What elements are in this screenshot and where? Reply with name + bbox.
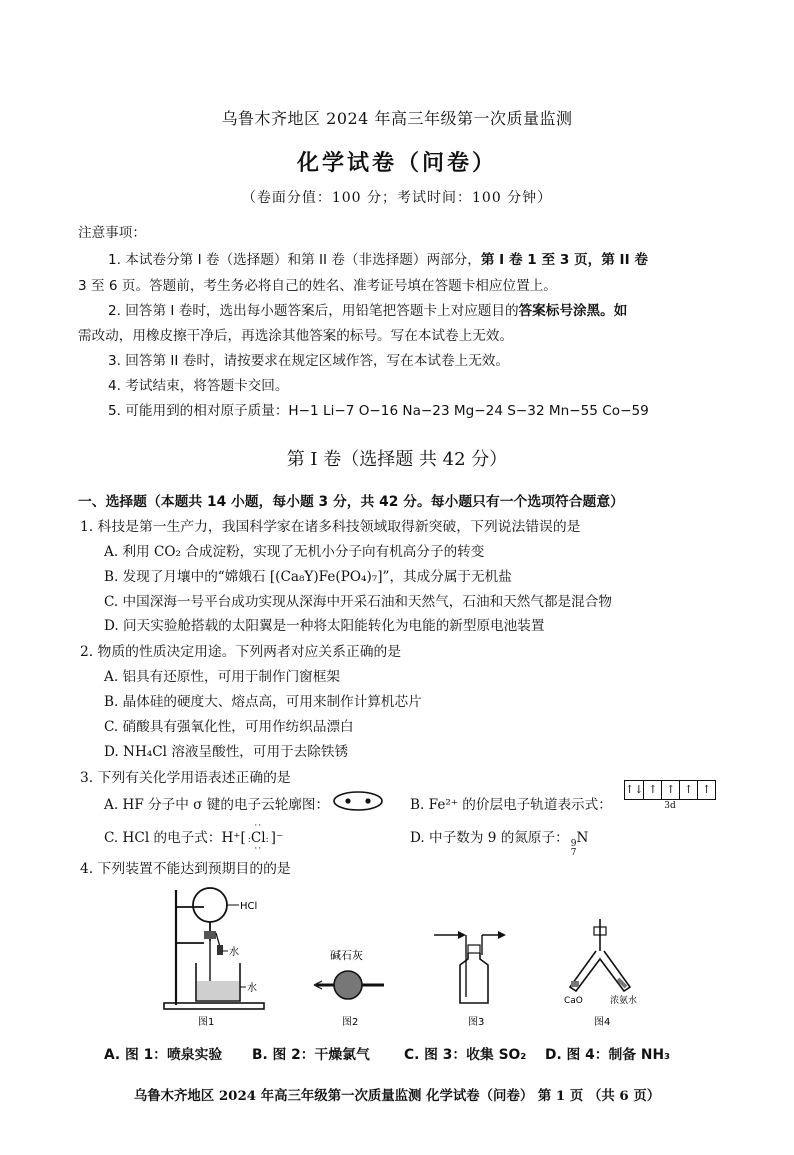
fig4-ammonia-label: 浓氨水 bbox=[610, 996, 638, 1006]
fig1-dropper-water-label: 水 bbox=[229, 947, 239, 958]
note-item-1-line-2: 3 至 6 页。答题前，考生务必将自己的姓名、准考证号填在答题卡相应位置上。 bbox=[78, 278, 557, 294]
exam-score-time: （卷面分值：100 分；考试时间：100 分钟） bbox=[241, 190, 553, 206]
notes-heading: 注意事项： bbox=[78, 225, 146, 241]
orbital-box: ↑↓ bbox=[625, 781, 644, 799]
note-item-2-line-1 bbox=[108, 299, 627, 319]
note-item-1-part-b: 第 I 卷 1 至 3 页，第 II 卷 bbox=[480, 252, 648, 268]
mass-number: 9 bbox=[570, 839, 577, 849]
nitrogen-symbol: N bbox=[576, 830, 589, 846]
note-item-2-part-a: 2. 回答第 I 卷时，选出每小题答案后，用铅笔把答题卡上对应题目的 bbox=[108, 303, 519, 319]
q2-stem: 2. 物质的性质决定用途。下列两者对应关系正确的是 bbox=[80, 644, 402, 660]
orbital-box: ↑ bbox=[680, 781, 698, 799]
chlorine-electron-dots bbox=[246, 821, 271, 854]
note-item-1-part-a: 1. 本试卷分第 I 卷（选择题）和第 II 卷（非选择题）两部分， bbox=[108, 252, 481, 268]
fig1-beaker-water-label: 水 bbox=[247, 983, 257, 994]
figure-4-y-tube bbox=[560, 915, 650, 1030]
q3-option-c-text: C. HCl 的电子式： bbox=[104, 830, 222, 846]
q1-stem: 1. 科技是第一生产力，我国科学家在诸多科技领域取得新突破，下列说法错误的是 bbox=[80, 519, 581, 535]
q4-option-a: A. 图 1：喷泉实验 bbox=[104, 1047, 223, 1063]
exam-paper-title: 化学试卷（问卷） bbox=[296, 150, 497, 176]
left-electron-pair: : bbox=[247, 835, 251, 845]
bottom-electron-pair: ·· bbox=[254, 844, 263, 854]
fig4-cao-label: CaO bbox=[564, 996, 583, 1006]
orbital-label-3d: 3d bbox=[664, 801, 676, 811]
q3-option-d bbox=[410, 826, 588, 858]
q3-option-c bbox=[104, 821, 284, 854]
q3-option-b: B. Fe²⁺ 的价层电子轨道表示式： bbox=[410, 797, 612, 813]
fig3-caption: 图3 bbox=[468, 1017, 485, 1028]
chlorine-symbol: Cl bbox=[250, 830, 266, 846]
page-footer: 乌鲁木齐地区 2024 年高三年级第一次质量监测 化学试卷（问卷） 第 1 页 （共 6 页） bbox=[133, 1088, 661, 1104]
top-electron-pair: ·· bbox=[254, 821, 263, 831]
orbital-box: ↑ bbox=[644, 781, 662, 799]
hcl-formula-prefix: H⁺[ bbox=[221, 830, 246, 846]
fig4-caption: 图4 bbox=[594, 1017, 611, 1028]
q4-option-c: C. 图 3：收集 SO₂ bbox=[404, 1047, 527, 1063]
hcl-formula-suffix: ]⁻ bbox=[270, 830, 284, 846]
figure-1-fountain-apparatus bbox=[160, 885, 270, 1030]
q2-option-b: B. 晶体硅的硬度大、熔点高，可用来制作计算机芯片 bbox=[104, 694, 422, 710]
q2-option-c: C. 硝酸具有强氧化性，可用作纺织品漂白 bbox=[104, 719, 354, 735]
figure-2-drying-tube bbox=[312, 945, 392, 1030]
q2-option-d: D. NH₄Cl 溶液呈酸性，可用于去除铁锈 bbox=[104, 744, 349, 760]
fig1-caption: 图1 bbox=[198, 1017, 215, 1028]
note-item-3: 3. 回答第 II 卷时，请按要求在规定区域作答，写在本试卷上无效。 bbox=[108, 353, 509, 369]
orbital-box: ↑ bbox=[701, 783, 712, 796]
q4-stem: 4. 下列装置不能达到预期目的的是 bbox=[80, 861, 291, 877]
q3-stem: 3. 下列有关化学用语表述正确的是 bbox=[80, 770, 291, 786]
figure-3-gas-bottle bbox=[430, 925, 510, 1030]
orbital-box: ↑ bbox=[662, 781, 680, 799]
note-item-2-line-2: 需改动，用橡皮擦干净后，再选涂其他答案的标号。写在本试卷上无效。 bbox=[78, 328, 513, 344]
fig2-soda-lime-label: 碱石灰 bbox=[330, 949, 363, 962]
q2-option-a: A. 铝具有还原性，可用于制作门窗框架 bbox=[104, 669, 340, 685]
q3-option-a: A. HF 分子中 σ 键的电子云轮廓图： bbox=[104, 797, 330, 813]
atomic-number: 7 bbox=[570, 848, 577, 858]
fig1-hcl-label: HCl bbox=[240, 901, 258, 912]
q1-option-d: D. 问天实验舱搭载的太阳翼是一种将太阳能转化为电能的新型原电池装置 bbox=[104, 618, 545, 634]
fe2-orbital-diagram bbox=[624, 780, 716, 811]
note-item-5: 5. 可能用到的相对原子质量：H−1 Li−7 O−16 Na−23 Mg−24 S−32 Mn−55 Co−59 bbox=[108, 403, 649, 419]
q1-option-b: B. 发现了月壤中的“嫦娥石 [(Ca₈Y)Fe(PO₄)₇]”，其成分属于无机盐 bbox=[104, 569, 512, 585]
sigma-bond-cloud-icon bbox=[330, 790, 386, 812]
orbital-box-row bbox=[624, 780, 716, 800]
q3-option-d-text: D. 中子数为 9 的氮原子： bbox=[410, 830, 569, 846]
q4-option-d: D. 图 4：制备 NH₃ bbox=[545, 1047, 671, 1063]
right-electron-pair: : bbox=[265, 835, 269, 845]
note-item-2-part-b: 答案标号涂黑。如 bbox=[518, 303, 628, 319]
q4-option-b: B. 图 2：干燥氯气 bbox=[252, 1047, 370, 1063]
note-item-1-line-1 bbox=[108, 248, 648, 268]
fig2-caption: 图2 bbox=[342, 1017, 359, 1028]
q1-option-a: A. 利用 CO₂ 合成淀粉，实现了无机小分子向有机高分子的转变 bbox=[104, 544, 485, 560]
section-1-title: 第 I 卷（选择题 共 42 分） bbox=[286, 449, 508, 470]
exam-region-title: 乌鲁木齐地区 2024 年高三年级第一次质量监测 bbox=[221, 109, 573, 128]
section-1-instructions: 一、选择题（本题共 14 小题，每小题 3 分，共 42 分。每小题只有一个选项符合题意） bbox=[78, 494, 624, 510]
note-item-4: 4. 考试结束，将答题卡交回。 bbox=[108, 378, 289, 394]
q1-option-c: C. 中国深海一号平台成功实现从深海中开采石油和天然气，石油和天然气都是混合物 bbox=[104, 594, 612, 610]
